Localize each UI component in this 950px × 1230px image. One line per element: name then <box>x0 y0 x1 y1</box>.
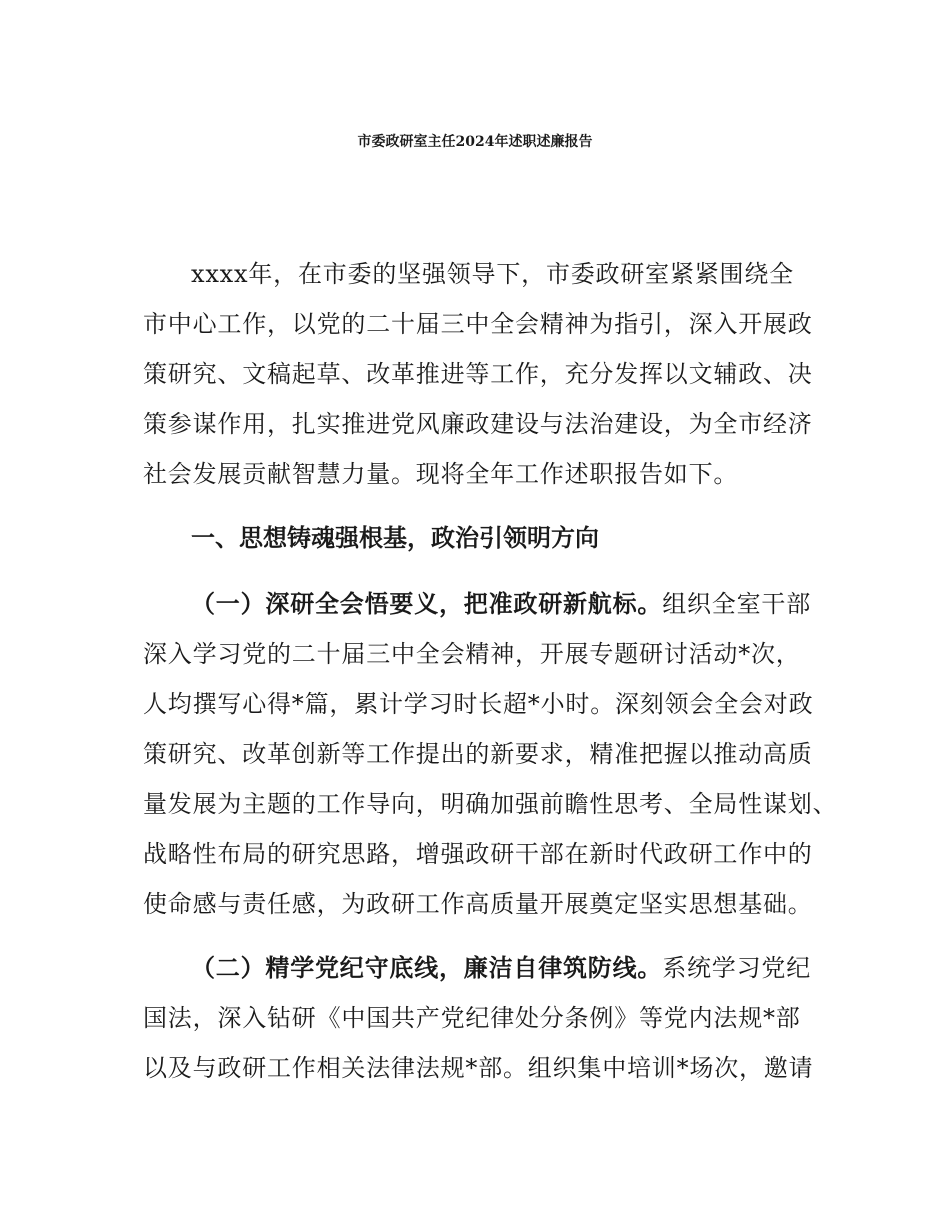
intro-line-5: 社会发展贡献智慧力量。现将全年工作述职报告如下。 <box>143 460 739 488</box>
item-1-first-line-rest: 组织全室干部 <box>662 590 812 618</box>
item-1-line-5: 量发展为主题的工作导向，明确加强前瞻性思考、全局性谋划、 <box>143 790 838 818</box>
item-2-line-2: 国法，深入钻研《中国共产党纪律处分条例》等党内法规*部 <box>143 1004 801 1032</box>
item-2-line-3: 以及与政研工作相关法律法规*部。组织集中培训*场次，邀请 <box>143 1054 814 1082</box>
item-1-line-2: 深入学习党的二十届三中全会精神，开展专题研讨活动*次， <box>143 640 801 668</box>
item-1-line-3: 人均撰写心得*篇，累计学习时长超*小时。深刻领会全会对政 <box>143 690 814 718</box>
item-2-lead: （二）精学党纪守底线，廉洁自律筑防线。 <box>191 953 663 982</box>
item-1-line-4: 策研究、改革创新等工作提出的新要求，精准把握以推动高质 <box>143 740 813 768</box>
item-1-lead: （一）深研全会悟要义，把准政研新航标。 <box>191 589 663 618</box>
section-1-heading: 一、思想铸魂强根基，政治引领明方向 <box>191 523 599 552</box>
item-1-first-line <box>191 584 811 624</box>
item-2-first-line <box>191 948 811 988</box>
intro-line-4: 策参谋作用，扎实推进党风廉政建设与法治建设，为全市经济 <box>143 410 813 438</box>
item-2-first-line-rest: 系统学习党纪 <box>662 954 812 982</box>
item-1-line-7: 使命感与责任感，为政研工作高质量开展奠定坚实思想基础。 <box>143 890 813 918</box>
intro-line-3: 策研究、文稿起草、改革推进等工作，充分发挥以文辅政、决 <box>143 360 813 388</box>
document-title: 市委政研室主任2024年述职述廉报告 <box>357 134 593 150</box>
item-1-line-6: 战略性布局的研究思路，增强政研干部在新时代政研工作中的 <box>143 840 813 868</box>
intro-line-2: 市中心工作，以党的二十届三中全会精神为指引，深入开展政 <box>143 310 813 338</box>
intro-line-1: xxxx年，在市委的坚强领导下，市委政研室紧紧围绕全 <box>191 260 794 288</box>
